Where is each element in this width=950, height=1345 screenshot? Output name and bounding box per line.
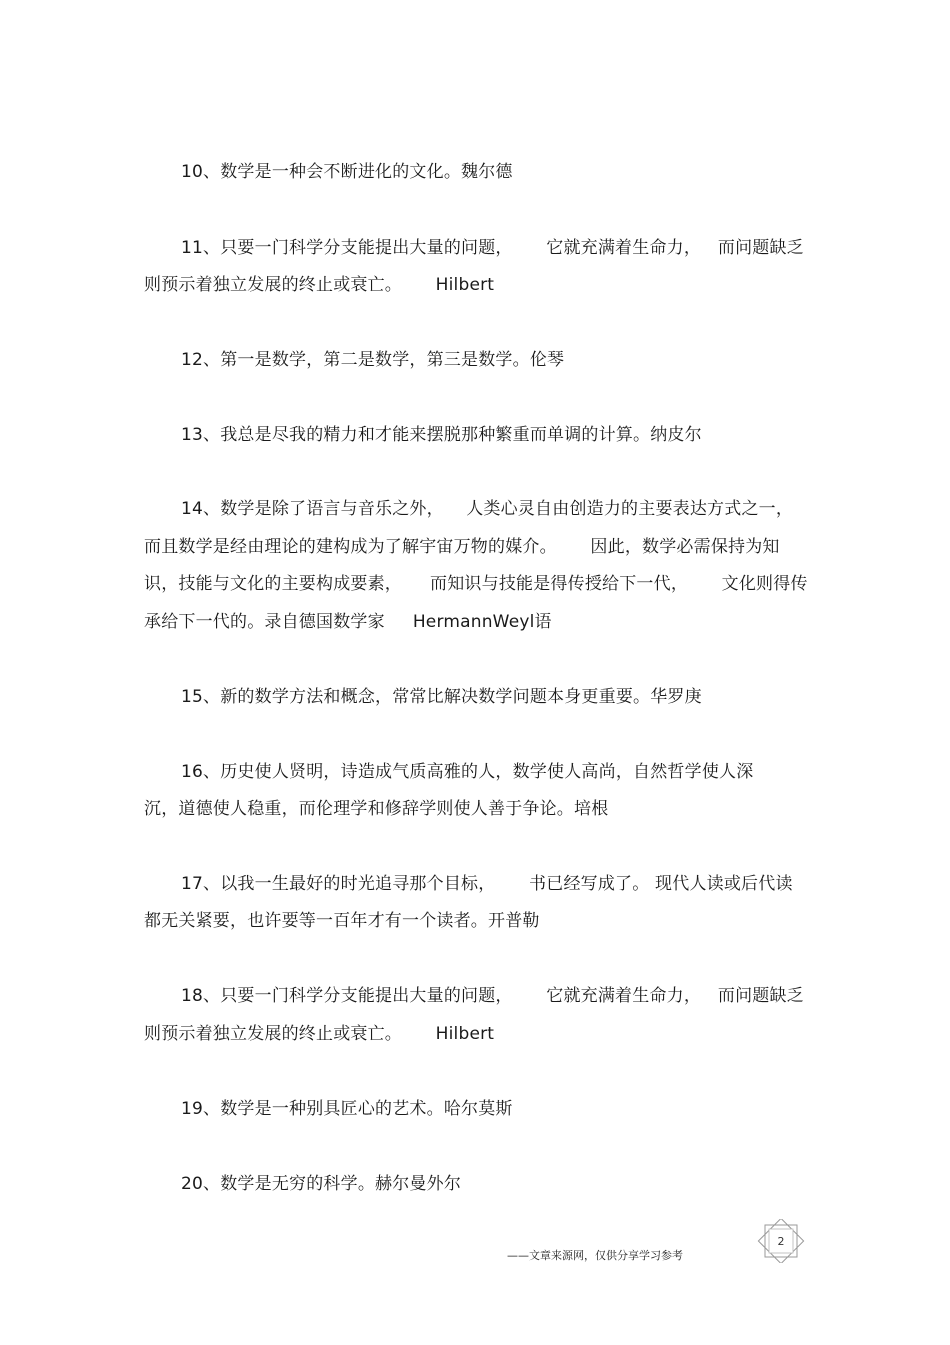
- quote-18-line-2: 则预示着独立发展的终止或衰亡。 Hilbert: [144, 1024, 495, 1044]
- quote-12-line-1: 12、第一是数学，第二是数学，第三是数学。伦琴: [181, 350, 565, 370]
- quote-15-line-1: 15、新的数学方法和概念，常常比解决数学问题本身更重要。华罗庚: [181, 687, 702, 707]
- quote-10-line-1: 10、数学是一种会不断进化的文化。魏尔德: [181, 162, 513, 182]
- quote-11-line-1: 11、只要一门科学分支能提出大量的问题， 它就充满着生命力， 而问题缺乏: [181, 238, 804, 258]
- quote-19-line-1: 19、数学是一种别具匠心的艺术。哈尔莫斯: [181, 1099, 513, 1119]
- quote-14-line-2: 而且数学是经由理论的建构成为了解宇宙万物的媒介。 因此，数学必需保持为知: [144, 537, 780, 557]
- quote-14-line-4: 承给下一代的。录自德国数学家 HermannWeyl语: [144, 612, 552, 632]
- quote-14-line-3: 识，技能与文化的主要构成要素， 而知识与技能是得传授给下一代， 文化则得传: [144, 574, 808, 594]
- quote-13-line-1: 13、我总是尽我的精力和才能来摆脱那种繁重而单调的计算。纳皮尔: [181, 425, 702, 445]
- quote-16-line-2: 沉，道德使人稳重，而伦理学和修辞学则使人善于争论。培根: [144, 799, 609, 819]
- quote-17-line-2: 都无关紧要，也许要等一百年才有一个读者。开普勒: [144, 911, 540, 931]
- quote-14-line-1: 14、数学是除了语言与音乐之外， 人类心灵自由创造力的主要表达方式之一，: [181, 499, 794, 519]
- quote-11-line-2: 则预示着独立发展的终止或衰亡。 Hilbert: [144, 275, 495, 295]
- quote-16-line-1: 16、历史使人贤明，诗造成气质高雅的人，数学使人高尚，自然哲学使人深: [181, 762, 754, 782]
- quote-18-line-1: 18、只要一门科学分支能提出大量的问题， 它就充满着生命力， 而问题缺乏: [181, 986, 804, 1006]
- quote-20-line-1: 20、数学是无穷的科学。赫尔曼外尔: [181, 1174, 462, 1194]
- footer-source-note: ——文章来源网，仅供分享学习参考: [507, 1249, 683, 1262]
- quote-17-line-1: 17、以我一生最好的时光追寻那个目标， 书已经写成了。 现代人读或后代读: [181, 874, 793, 894]
- page-number-badge: [756, 1219, 806, 1263]
- page-number: 2: [777, 1234, 785, 1248]
